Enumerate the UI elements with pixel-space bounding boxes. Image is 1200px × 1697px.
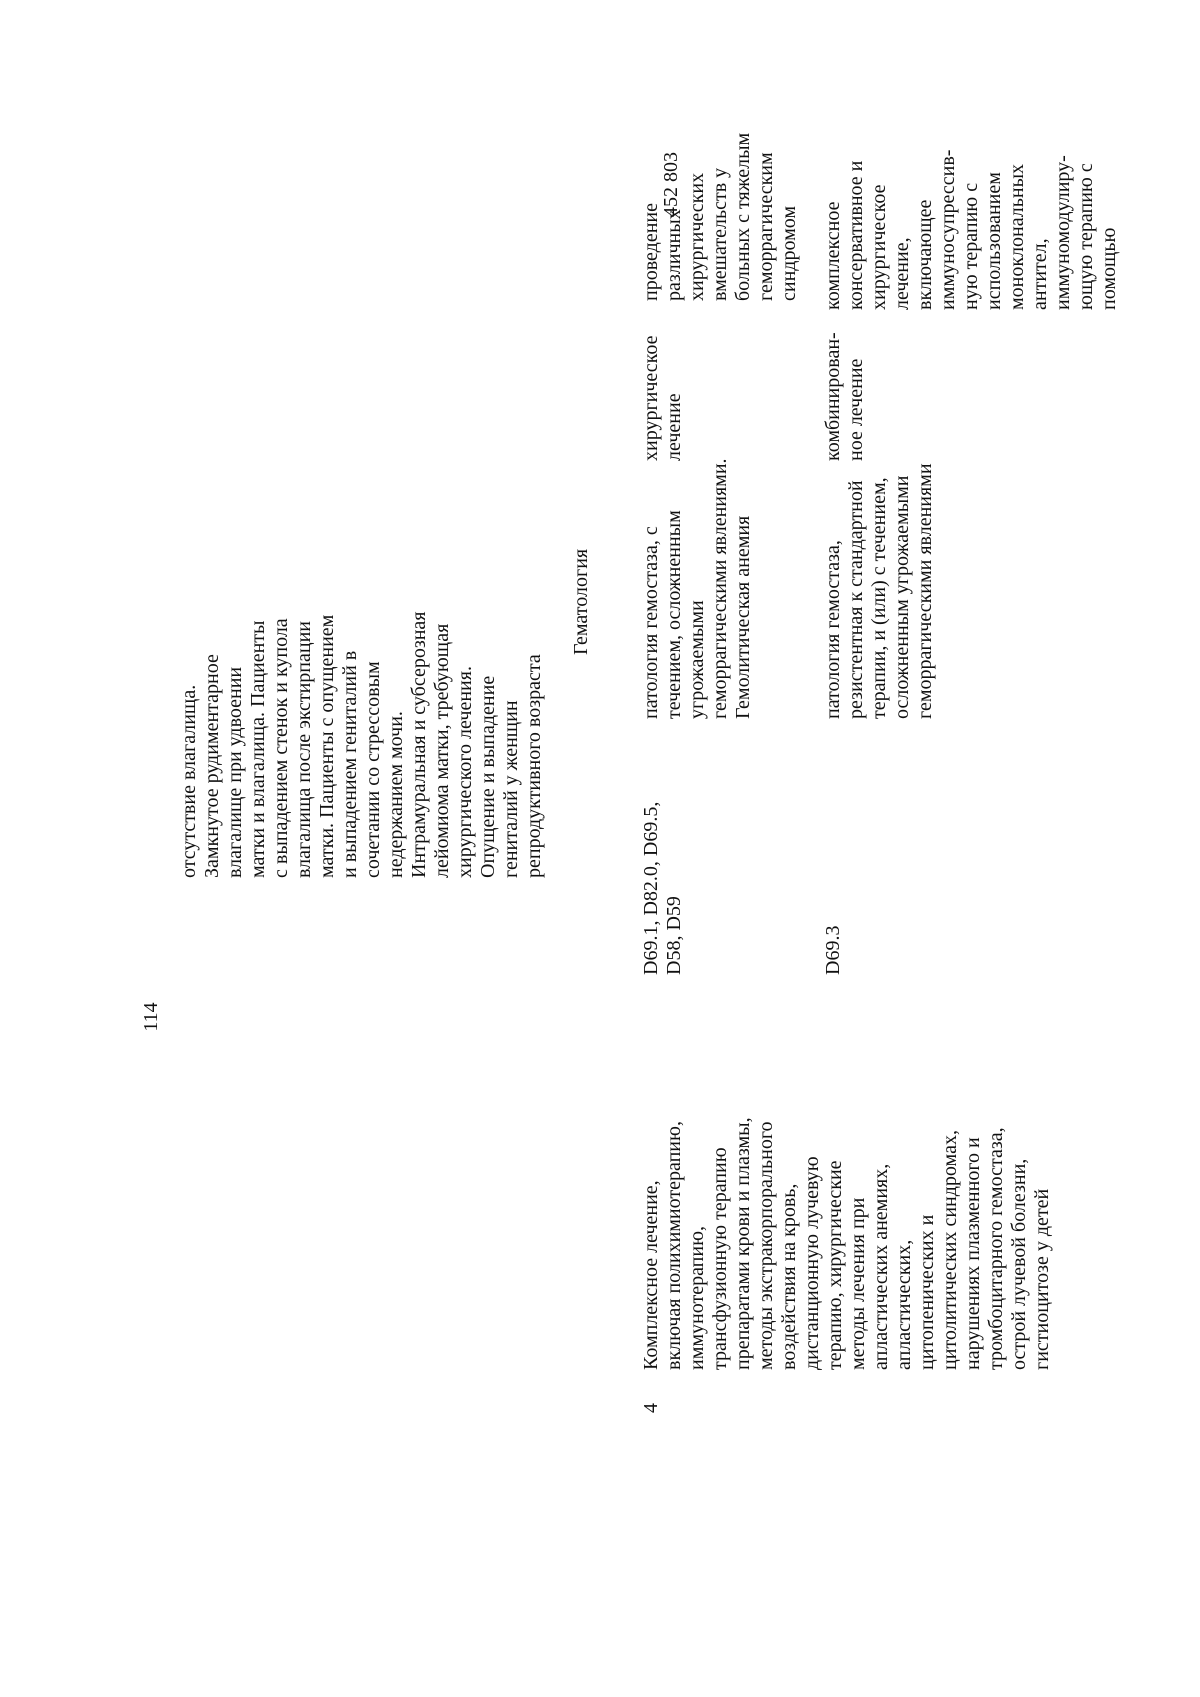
text-line: патология гемостаза, с (640, 526, 662, 719)
text-line: консервативное и (845, 160, 867, 310)
text-line: хирургического лечения. (454, 666, 476, 878)
text-line: влагалища после экстирпации (293, 620, 315, 878)
text-line: тромбоцитарного гемостаза, (985, 1127, 1007, 1370)
text-line: цитопенических и (916, 1214, 938, 1370)
text-line: геморрагическим (755, 152, 777, 301)
text-line: иммунотерапию, (686, 1225, 708, 1370)
text-line: апластических, (893, 1239, 915, 1370)
text-line: апластических анемиях, (870, 1163, 892, 1370)
method-1 (640, 133, 801, 301)
text-line: с выпадением стенок и купола (270, 618, 292, 878)
text-line: помощью (1098, 227, 1120, 310)
text-line: лечение, (891, 237, 913, 310)
model-1 (640, 458, 755, 719)
text-line: препаратами крови и плазмы, (732, 1117, 754, 1370)
row-name (640, 1117, 1054, 1370)
text-line: D69.3 (822, 925, 844, 975)
section-title: Гематология (570, 548, 592, 655)
text-line: лейомиома матки, требующая (431, 623, 453, 878)
text-line: лечение (663, 393, 685, 461)
text-line: комбинирован- (822, 332, 844, 461)
text-line: проведение (640, 203, 662, 301)
top-block (178, 611, 546, 878)
text-line: Интрамуральная и субсерозная (408, 611, 430, 878)
text-line: сочетании со стрессовым (362, 661, 384, 878)
text-line: геморрагическими явлениями (914, 463, 936, 719)
text-line: геморрагическими явлениями. (709, 458, 731, 719)
text-line: Замкнутое рудиментарное (201, 654, 223, 878)
text-line: иммуносупрессив- (937, 149, 959, 310)
text-line: течением, осложненным (663, 510, 685, 719)
text-line: патология гемостаза, (822, 540, 844, 719)
text-line: ющую терапию с (1075, 163, 1097, 310)
text-line: ное лечение (845, 358, 867, 461)
text-line: иммуномодулиру- (1052, 155, 1074, 310)
text-line: трансфузионную терапию (709, 1147, 731, 1370)
text-line: цитолитических синдромах, (939, 1130, 961, 1370)
text-line: различных (663, 209, 685, 301)
text-line: Комплексное лечение, (640, 1180, 662, 1370)
text-line: нарушениях плазменного и (962, 1137, 984, 1370)
text-line: хирургических (686, 172, 708, 301)
text-line: хирургическое (868, 184, 890, 310)
text-line: терапии, и (или) с течением, (868, 477, 890, 719)
row-number: 4 (640, 1403, 662, 1413)
codes-1 (640, 802, 686, 975)
text-line: включающее (914, 199, 936, 310)
text-line: матки и влагалища. Пациенты (247, 620, 269, 878)
text-line: угрожаемыми (686, 600, 708, 719)
page-number: 114 (140, 1002, 162, 1032)
model-2 (822, 463, 937, 719)
text-line: гениталий у женщин (500, 700, 522, 878)
text-line: резистентная к стандартной (845, 480, 867, 719)
text-line: вмешательств у (709, 167, 731, 301)
text-line: моноклональных (1006, 163, 1028, 310)
text-line: методы экстракорпорального (755, 1121, 777, 1370)
text-line: использованием (983, 172, 1005, 310)
text-line: методы лечения при (847, 1197, 869, 1370)
type-1 (640, 336, 686, 461)
text-line: D69.1, D82.0, D69.5, (640, 801, 662, 975)
text-line: включая полихимиотерапию, (663, 1121, 685, 1370)
text-line: матки. Пациенты с опущением (316, 614, 338, 878)
text-line: комплексное (822, 201, 844, 310)
text-line: терапию, хирургические (824, 1160, 846, 1370)
method-2 (822, 150, 1121, 310)
text-line: синдромом (778, 205, 800, 301)
codes-2 (822, 926, 845, 975)
text-line: Гемолитическая анемия (732, 515, 754, 719)
doc-number: 452 803 (660, 152, 682, 217)
text-line: хирургическое (640, 335, 662, 461)
text-line: и выпадением гениталий в (339, 650, 361, 878)
text-line: дистанционную лучевую (801, 1156, 823, 1370)
type-2 (822, 332, 868, 461)
text-line: острой лучевой болезни, (1008, 1158, 1030, 1370)
text-line: недержанием мочи. (385, 711, 407, 878)
text-line: репродуктивного возраста (523, 654, 545, 878)
text-line: воздействия на кровь, (778, 1183, 800, 1370)
text-line: осложненным угрожаемыми (891, 475, 913, 719)
text-line: антител, (1029, 238, 1051, 310)
text-line: отсутствие влагалища. (178, 684, 200, 878)
text-line: ную терапию с (960, 182, 982, 310)
text-line: D58, D59 (663, 896, 685, 975)
text-line: гистиоцитозе у детей (1031, 1188, 1053, 1370)
text-line: влагалище при удвоении (224, 666, 246, 878)
text-line: больных с тяжелым (732, 132, 754, 301)
text-line: Опущение и выпадение (477, 675, 499, 878)
